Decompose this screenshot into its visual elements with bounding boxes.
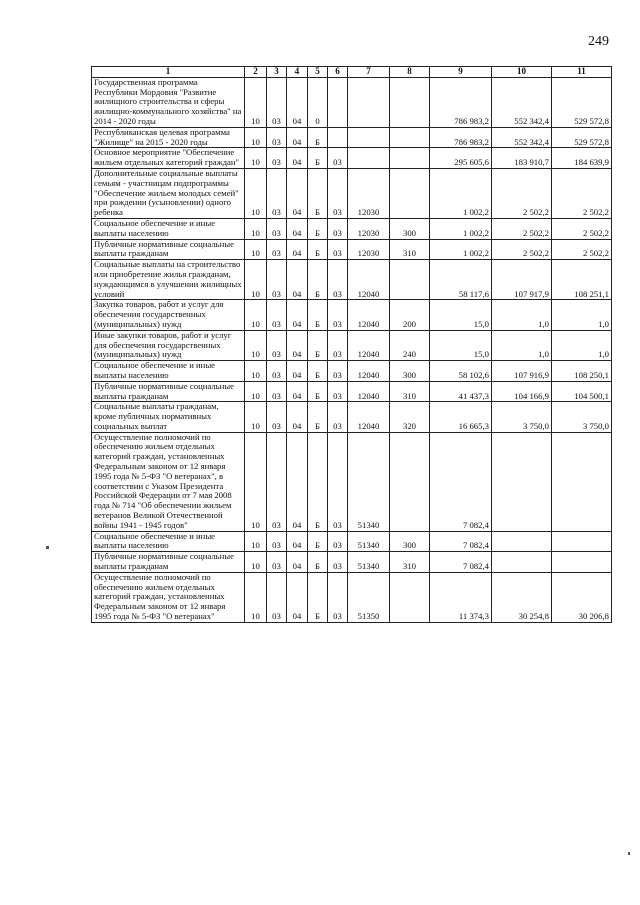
column-header-4: 4: [287, 67, 308, 78]
amount-cell-c9: 295 605,6: [430, 148, 492, 169]
code-cell-c6: 03: [328, 552, 348, 573]
code-cell-c6: 03: [328, 531, 348, 552]
row-description: Социальное обеспечение и иные выплаты населению: [92, 531, 245, 552]
row-description: Публичные нормативные социальные выплаты гражданам: [92, 381, 245, 402]
code-cell-c7: 12040: [348, 330, 390, 360]
amount-cell-c10: [492, 432, 552, 531]
table-row: [92, 127, 612, 148]
page-number: 249: [588, 34, 609, 49]
code-cell-c7: 51340: [348, 432, 390, 531]
amount-cell-c11: 529 572,8: [552, 127, 612, 148]
amount-cell-c11: 108 250,1: [552, 361, 612, 382]
code-cell-c7: 12030: [348, 239, 390, 260]
table-row: [92, 361, 612, 382]
code-cell-c7: 12040: [348, 260, 390, 300]
table-header-row: [92, 67, 612, 78]
code-cell-c6: [328, 77, 348, 127]
code-cell-c8: [390, 127, 430, 148]
code-cell-c6: 03: [328, 148, 348, 169]
amount-cell-c10: 183 910,7: [492, 148, 552, 169]
code-cell-c6: 03: [328, 402, 348, 432]
amount-cell-c11: 1,0: [552, 330, 612, 360]
code-cell-c2: 10: [245, 402, 267, 432]
code-cell-c8: [390, 260, 430, 300]
code-cell-c2: 10: [245, 77, 267, 127]
table-row: [92, 531, 612, 552]
code-cell-c2: 10: [245, 127, 267, 148]
code-cell-c4: 04: [287, 381, 308, 402]
code-cell-c8: 240: [390, 330, 430, 360]
code-cell-c5: Б: [308, 330, 328, 360]
code-cell-c3: 03: [267, 77, 287, 127]
amount-cell-c11: 108 251,1: [552, 260, 612, 300]
code-cell-c5: Б: [308, 531, 328, 552]
table-row: [92, 77, 612, 127]
table-row: [92, 218, 612, 239]
row-description: Осуществление полномочий по обеспечению жильем отдельных категорий граждан, установленных Федеральным законом от 12 января 1995 года № 5-ФЗ "О ветеранах", в соответствии с Указом Президента Российской Федерации от 7 мая 2008 года № 714 "Об обеспечении жильем ветеранов Великой Отечественной войны 1941 - 1945 годов": [92, 432, 245, 531]
code-cell-c2: 10: [245, 381, 267, 402]
code-cell-c2: 10: [245, 260, 267, 300]
table-row: [92, 239, 612, 260]
column-header-1: 1: [92, 67, 245, 78]
code-cell-c2: 10: [245, 239, 267, 260]
code-cell-c5: Б: [308, 239, 328, 260]
code-cell-c6: 03: [328, 381, 348, 402]
code-cell-c7: 12030: [348, 168, 390, 218]
code-cell-c8: 310: [390, 552, 430, 573]
code-cell-c6: 03: [328, 239, 348, 260]
amount-cell-c11: [552, 432, 612, 531]
row-description: Республиканская целевая программа "Жилище" на 2015 - 2020 годы: [92, 127, 245, 148]
code-cell-c2: 10: [245, 218, 267, 239]
amount-cell-c10: 552 342,4: [492, 127, 552, 148]
table-row: [92, 552, 612, 573]
code-cell-c3: 03: [267, 330, 287, 360]
column-header-2: 2: [245, 67, 267, 78]
code-cell-c5: Б: [308, 572, 328, 622]
code-cell-c7: 12040: [348, 361, 390, 382]
code-cell-c5: Б: [308, 432, 328, 531]
amount-cell-c9: 1 002,2: [430, 168, 492, 218]
amount-cell-c10: 107 917,9: [492, 260, 552, 300]
amount-cell-c10: 3 750,0: [492, 402, 552, 432]
table-row: [92, 330, 612, 360]
code-cell-c6: 03: [328, 361, 348, 382]
code-cell-c3: 03: [267, 552, 287, 573]
amount-cell-c9: 7 082,4: [430, 432, 492, 531]
table-row: [92, 402, 612, 432]
code-cell-c6: 03: [328, 218, 348, 239]
column-header-5: 5: [308, 67, 328, 78]
row-description: Иные закупки товаров, работ и услуг для обеспечения государственных (муниципальных) нужд: [92, 330, 245, 360]
code-cell-c2: 10: [245, 572, 267, 622]
code-cell-c5: Б: [308, 260, 328, 300]
scan-speck: [628, 852, 630, 855]
amount-cell-c9: 7 082,4: [430, 552, 492, 573]
amount-cell-c11: 104 500,1: [552, 381, 612, 402]
amount-cell-c9: 786 983,2: [430, 77, 492, 127]
code-cell-c7: 12040: [348, 381, 390, 402]
table-row: [92, 260, 612, 300]
code-cell-c8: [390, 572, 430, 622]
code-cell-c6: 03: [328, 572, 348, 622]
column-header-10: 10: [492, 67, 552, 78]
code-cell-c3: 03: [267, 127, 287, 148]
table-row: [92, 432, 612, 531]
column-header-8: 8: [390, 67, 430, 78]
amount-cell-c11: 2 502,2: [552, 239, 612, 260]
row-description: Государственная программа Республики Мордовия "Развитие жилищного строительства и сферы жилищно-коммунального хозяйства" на 2014 - 2020 годы: [92, 77, 245, 127]
code-cell-c6: 03: [328, 300, 348, 330]
code-cell-c4: 04: [287, 148, 308, 169]
code-cell-c5: Б: [308, 552, 328, 573]
code-cell-c5: Б: [308, 127, 328, 148]
code-cell-c7: 12040: [348, 402, 390, 432]
code-cell-c5: Б: [308, 381, 328, 402]
code-cell-c5: Б: [308, 168, 328, 218]
code-cell-c6: 03: [328, 330, 348, 360]
code-cell-c8: [390, 432, 430, 531]
amount-cell-c11: 30 206,8: [552, 572, 612, 622]
amount-cell-c10: [492, 552, 552, 573]
code-cell-c6: 03: [328, 432, 348, 531]
code-cell-c2: 10: [245, 531, 267, 552]
code-cell-c4: 04: [287, 552, 308, 573]
table-row: [92, 381, 612, 402]
code-cell-c3: 03: [267, 148, 287, 169]
code-cell-c7: [348, 77, 390, 127]
code-cell-c2: 10: [245, 432, 267, 531]
code-cell-c7: [348, 148, 390, 169]
row-description: Социальные выплаты на строительство или приобретение жилья гражданам, нуждающимся в улучшении жилищных условий: [92, 260, 245, 300]
code-cell-c5: 0: [308, 77, 328, 127]
amount-cell-c10: 1,0: [492, 330, 552, 360]
code-cell-c3: 03: [267, 168, 287, 218]
code-cell-c6: 03: [328, 168, 348, 218]
code-cell-c4: 04: [287, 239, 308, 260]
amount-cell-c11: 529 572,8: [552, 77, 612, 127]
code-cell-c2: 10: [245, 361, 267, 382]
amount-cell-c9: 58 117,6: [430, 260, 492, 300]
amount-cell-c10: 2 502,2: [492, 239, 552, 260]
code-cell-c3: 03: [267, 300, 287, 330]
row-description: Публичные нормативные социальные выплаты гражданам: [92, 239, 245, 260]
amount-cell-c10: [492, 531, 552, 552]
code-cell-c3: 03: [267, 361, 287, 382]
code-cell-c3: 03: [267, 531, 287, 552]
code-cell-c2: 10: [245, 330, 267, 360]
table-row: [92, 572, 612, 622]
amount-cell-c10: 2 502,2: [492, 168, 552, 218]
amount-cell-c9: 15,0: [430, 300, 492, 330]
table-body: [92, 77, 612, 622]
code-cell-c4: 04: [287, 300, 308, 330]
row-description: Дополнительные социальные выплаты семьям - участницам подпрограммы "Обеспечение жильем молодых семей" при рождении (усыновлении) одного ребенка: [92, 168, 245, 218]
column-header-7: 7: [348, 67, 390, 78]
column-header-11: 11: [552, 67, 612, 78]
row-description: Закупка товаров, работ и услуг для обеспечения государственных (муниципальных) нужд: [92, 300, 245, 330]
code-cell-c8: [390, 168, 430, 218]
scan-speck: [46, 546, 49, 549]
table-row: [92, 300, 612, 330]
amount-cell-c9: 11 374,3: [430, 572, 492, 622]
code-cell-c7: 51340: [348, 552, 390, 573]
amount-cell-c9: 1 002,2: [430, 239, 492, 260]
amount-cell-c10: 30 254,8: [492, 572, 552, 622]
code-cell-c7: [348, 127, 390, 148]
amount-cell-c11: 3 750,0: [552, 402, 612, 432]
code-cell-c2: 10: [245, 552, 267, 573]
code-cell-c7: 51340: [348, 531, 390, 552]
code-cell-c5: Б: [308, 402, 328, 432]
code-cell-c5: Б: [308, 218, 328, 239]
table-row: [92, 168, 612, 218]
code-cell-c8: 300: [390, 361, 430, 382]
code-cell-c3: 03: [267, 402, 287, 432]
amount-cell-c11: 2 502,2: [552, 168, 612, 218]
code-cell-c4: 04: [287, 127, 308, 148]
code-cell-c8: [390, 77, 430, 127]
row-description: Основное мероприятие "Обеспечение жильем отдельных категорий граждан": [92, 148, 245, 169]
code-cell-c8: 200: [390, 300, 430, 330]
amount-cell-c9: 1 002,2: [430, 218, 492, 239]
code-cell-c2: 10: [245, 148, 267, 169]
code-cell-c4: 04: [287, 77, 308, 127]
code-cell-c4: 04: [287, 168, 308, 218]
code-cell-c3: 03: [267, 572, 287, 622]
amount-cell-c9: 7 082,4: [430, 531, 492, 552]
amount-cell-c10: 552 342,4: [492, 77, 552, 127]
code-cell-c5: Б: [308, 300, 328, 330]
table-row: [92, 148, 612, 169]
code-cell-c4: 04: [287, 432, 308, 531]
amount-cell-c11: [552, 531, 612, 552]
amount-cell-c11: 2 502,2: [552, 218, 612, 239]
code-cell-c4: 04: [287, 402, 308, 432]
code-cell-c3: 03: [267, 218, 287, 239]
amount-cell-c9: 15,0: [430, 330, 492, 360]
row-description: Публичные нормативные социальные выплаты гражданам: [92, 552, 245, 573]
code-cell-c8: 310: [390, 381, 430, 402]
code-cell-c4: 04: [287, 361, 308, 382]
code-cell-c2: 10: [245, 168, 267, 218]
code-cell-c4: 04: [287, 531, 308, 552]
code-cell-c3: 03: [267, 432, 287, 531]
code-cell-c3: 03: [267, 260, 287, 300]
amount-cell-c9: 41 437,3: [430, 381, 492, 402]
amount-cell-c11: 184 639,9: [552, 148, 612, 169]
code-cell-c4: 04: [287, 218, 308, 239]
budget-table: [91, 66, 612, 623]
row-description: Социальное обеспечение и иные выплаты населению: [92, 218, 245, 239]
code-cell-c4: 04: [287, 330, 308, 360]
amount-cell-c11: 1,0: [552, 300, 612, 330]
code-cell-c3: 03: [267, 381, 287, 402]
amount-cell-c10: 1,0: [492, 300, 552, 330]
code-cell-c3: 03: [267, 239, 287, 260]
code-cell-c8: 300: [390, 218, 430, 239]
code-cell-c7: 12030: [348, 218, 390, 239]
amount-cell-c10: 107 916,9: [492, 361, 552, 382]
code-cell-c8: 310: [390, 239, 430, 260]
code-cell-c5: Б: [308, 148, 328, 169]
amount-cell-c9: 16 665,3: [430, 402, 492, 432]
code-cell-c8: [390, 148, 430, 169]
code-cell-c8: 300: [390, 531, 430, 552]
amount-cell-c11: [552, 552, 612, 573]
column-header-9: 9: [430, 67, 492, 78]
amount-cell-c9: 58 102,6: [430, 361, 492, 382]
code-cell-c4: 04: [287, 260, 308, 300]
column-header-6: 6: [328, 67, 348, 78]
amount-cell-c10: 2 502,2: [492, 218, 552, 239]
code-cell-c7: 51350: [348, 572, 390, 622]
code-cell-c4: 04: [287, 572, 308, 622]
code-cell-c8: 320: [390, 402, 430, 432]
code-cell-c6: [328, 127, 348, 148]
code-cell-c7: 12040: [348, 300, 390, 330]
amount-cell-c10: 104 166,9: [492, 381, 552, 402]
row-description: Осуществление полномочий по обеспечению жильем отдельных категорий граждан, установленных Федеральным законом от 12 января 1995 года № 5-ФЗ "О ветеранах": [92, 572, 245, 622]
code-cell-c2: 10: [245, 300, 267, 330]
code-cell-c5: Б: [308, 361, 328, 382]
column-header-3: 3: [267, 67, 287, 78]
row-description: Социальные выплаты гражданам, кроме публичных нормативных социальных выплат: [92, 402, 245, 432]
amount-cell-c9: 786 983,2: [430, 127, 492, 148]
code-cell-c6: 03: [328, 260, 348, 300]
row-description: Социальное обеспечение и иные выплаты населению: [92, 361, 245, 382]
